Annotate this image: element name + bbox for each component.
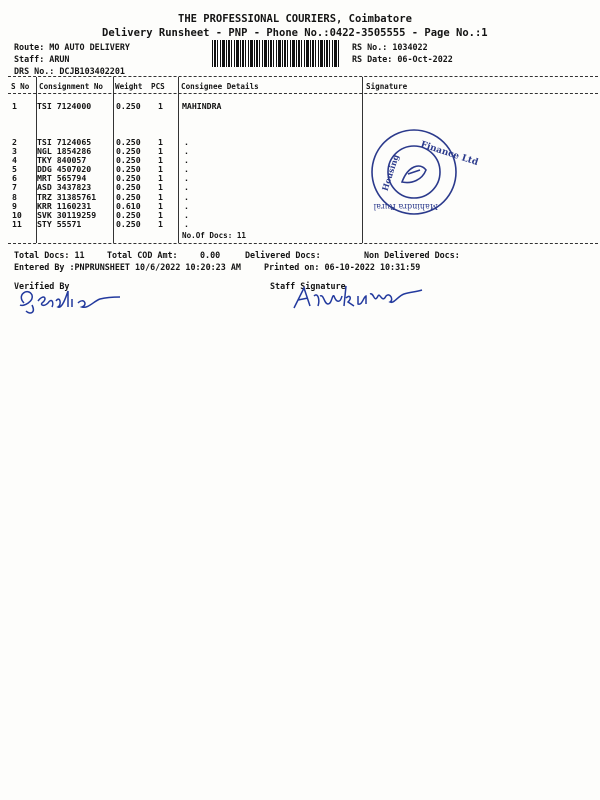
total-cod-value: 0.00 — [200, 250, 221, 260]
row-pcs: 1 — [158, 155, 163, 165]
row-sno: 10 — [12, 210, 22, 220]
verified-signature — [14, 283, 124, 317]
row-sno: 4 — [12, 155, 17, 165]
row-pcs: 1 — [158, 137, 163, 147]
row-consignment-no: ASD 3437823 — [37, 182, 92, 192]
staff-signature-text — [296, 290, 301, 291]
entered-by: Entered By :PNPRUNSHEET 10/6/2022 10:20:23 AM — [14, 262, 241, 272]
row-consignee-details: . — [184, 182, 189, 192]
row-consignee-details: . — [184, 219, 189, 229]
row-weight: 0.250 — [116, 219, 141, 229]
drs-label: DRS No.: — [14, 66, 55, 76]
row-consignment-no: DDG 4507020 — [37, 164, 92, 174]
row-consignment-no: MRT 565794 — [37, 173, 87, 183]
staff-text: Staff: ARUN — [14, 54, 70, 64]
seal-text-bottom: Mahindra Rural — [373, 202, 438, 211]
header-bottom-rule — [8, 93, 598, 94]
row-weight: 0.250 — [116, 164, 141, 174]
staff-signature-label: Staff Signature — [270, 281, 346, 291]
drs-number — [14, 66, 125, 76]
row-consignment-no: TKY 840057 — [37, 155, 87, 165]
row-weight: 0.250 — [116, 192, 141, 202]
total-docs: Total Docs: 11 — [14, 250, 85, 260]
row-sno: 9 — [12, 201, 17, 211]
row-sno: 6 — [12, 173, 17, 183]
header-weight: Weight — [115, 82, 143, 91]
no-of-docs: No.Of Docs: 11 — [182, 231, 247, 240]
total-cod-label: Total COD Amt: — [107, 250, 178, 260]
row-consignee-details: . — [184, 137, 189, 147]
col-divider-2 — [113, 77, 114, 243]
seal-text-top: Finance Ltd — [419, 139, 480, 169]
company-seal — [368, 126, 480, 218]
company-title: THE PROFESSIONAL COURIERS, Coimbatore — [178, 13, 412, 25]
verified-by-label: Verified By — [14, 281, 70, 291]
row-consignment-no: SVK 30119259 — [37, 210, 97, 220]
row-weight: 0.250 — [116, 101, 141, 111]
col-divider-3 — [178, 77, 179, 243]
runsheet-title: Delivery Runsheet - PNP - Phone No.:0422-3505555 - Page No.:1 — [102, 27, 488, 39]
header-consignee-details: Consignee Details — [181, 82, 259, 91]
header-sno: S No — [11, 82, 30, 91]
row-weight: 0.610 — [116, 201, 141, 211]
printed-on: Printed on: 06-10-2022 10:31:59 — [264, 262, 421, 272]
row-pcs: 1 — [158, 173, 163, 183]
header-pcs: PCS — [151, 82, 165, 91]
route-text: Route: MO AUTO DELIVERY — [14, 42, 130, 52]
row-pcs: 1 — [158, 101, 163, 111]
rs-number: RS No.: 1034022 — [352, 42, 428, 52]
row-weight: 0.250 — [116, 137, 141, 147]
row-consignment-no: TSI 7124000 — [37, 101, 92, 111]
row-sno: 8 — [12, 192, 17, 202]
table-top-rule — [8, 76, 598, 77]
row-weight: 0.250 — [116, 173, 141, 183]
row-consignee-details: . — [184, 201, 189, 211]
drs-value: DCJB103402201 — [59, 66, 125, 76]
row-consignee-details: MAHINDRA — [182, 101, 222, 111]
row-weight: 0.250 — [116, 182, 141, 192]
row-consignment-no: STY 55571 — [37, 219, 82, 229]
verified-signature-text — [20, 292, 25, 293]
row-sno: 3 — [12, 146, 17, 156]
row-pcs: 1 — [158, 201, 163, 211]
delivered-docs: Delivered Docs: — [245, 250, 321, 260]
row-consignment-no: KRR 1160231 — [37, 201, 92, 211]
row-sno: 1 — [12, 101, 17, 111]
non-delivered-docs: Non Delivered Docs: — [364, 250, 460, 260]
row-sno: 5 — [12, 164, 17, 174]
row-sno: 2 — [12, 137, 17, 147]
header-signature: Signature — [366, 82, 408, 91]
staff-signature — [290, 282, 430, 312]
row-weight: 0.250 — [116, 210, 141, 220]
row-pcs: 1 — [158, 182, 163, 192]
row-sno: 7 — [12, 182, 17, 192]
rs-date: RS Date: 06-Oct-2022 — [352, 54, 453, 64]
col-divider-4 — [362, 77, 363, 243]
row-consignment-no: TRZ 31385761 — [37, 192, 97, 202]
row-consignment-no: NGL 1854286 — [37, 146, 92, 156]
row-consignee-details: . — [184, 173, 189, 183]
row-consignee-details: . — [184, 164, 189, 174]
row-consignee-details: . — [184, 155, 189, 165]
row-weight: 0.250 — [116, 146, 141, 156]
row-pcs: 1 — [158, 219, 163, 229]
row-pcs: 1 — [158, 164, 163, 174]
header-consignment-no: Consignment No — [39, 82, 104, 91]
row-pcs: 1 — [158, 146, 163, 156]
table-bottom-rule — [8, 243, 598, 244]
seal-text-side: Housing — [379, 153, 401, 193]
row-pcs: 1 — [158, 192, 163, 202]
row-weight: 0.250 — [116, 155, 141, 165]
row-consignee-details: . — [184, 192, 189, 202]
barcode — [212, 40, 340, 67]
row-consignment-no: TSI 7124065 — [37, 137, 92, 147]
row-consignee-details: . — [184, 146, 189, 156]
row-consignee-details: . — [184, 210, 189, 220]
row-sno: 11 — [12, 219, 22, 229]
row-pcs: 1 — [158, 210, 163, 220]
